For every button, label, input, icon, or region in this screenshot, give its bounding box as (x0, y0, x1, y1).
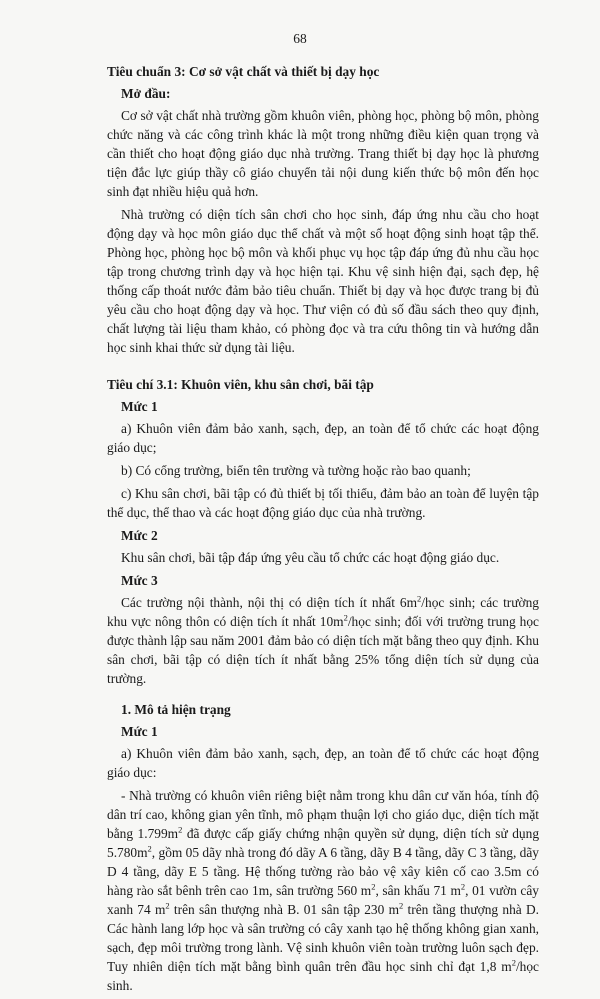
level-3-text: Các trường nội thành, nội thị có diện tích ít nhất $6m^2$/học sinh; các trường khu vực nông thôn có diện tích ít nhất $10m^2$/học sinh; đối với trường trung học được thành lập sau năm 2001 đảm bảo có diện tích mặt bằng theo quy định. Khu sân chơi, bãi tập có diện tích ít nhất bằng 25% tổng diện tích sử dụng của trường. (107, 593, 539, 686)
current-state-description: - Nhà trường có khuôn viên riêng biệt nằm trong khu dân cư văn hóa, tính độ dân trí cao, không gian yên tĩnh, mô phạm thuận lợi cho giáo dục, diện tích mặt bằng $1.799m^2$ đã được cấp giấy chứng nhận quyền sử dụng, diện tích sử dụng $5.780m^2$, gồm 05 dãy nhà trong đó dãy A 6 tầng, dãy B 4 tầng, dãy C 3 tầng, dãy D 4 tầng, dãy E 5 tầng. Hệ thống tường rào bảo vệ xây kiên cố cao 3.5m có hàng rào sắt bênh trên cao 1m, sân trường 560 $m^2$, sân khấu 71 $m^2$, 01 vườn cây xanh 74 $m^2$ trên sân thượng nhà B. 01 sân tập 230 $m^2$ trên tầng thượng nhà D. Các hành lang lớp học và sân trường có cây xanh tạo hệ thống không gian xanh, sạch, đẹp môi trường trong lành. Vệ sinh khuôn viên toàn trường luôn sạch đẹp. Tuy nhiên diện tích mặt bằng bình quân trên đầu học sinh chỉ đạt 1,8 $m^2$/học sinh. (107, 788, 540, 993)
level-1-item-c: c) Khu sân chơi, bãi tập có đủ thiết bị tối thiểu, đảm bảo an toàn để luyện tập thể dục, thể thao và các hoạt động giáo dục của nhà trường. (107, 486, 539, 520)
criterion-title: Tiêu chí 3.1: Khuôn viên, khu sân chơi, bãi tập (107, 377, 374, 392)
level-2-heading: Mức 2 (121, 528, 158, 543)
intro-paragraph-1: Cơ sở vật chất nhà trường gồm khuôn viên, phòng học, phòng bộ môn, phòng chức năng và các công trình khác là một trong những điều kiện quan trọng và cần thiết cho hoạt động giáo dục nhà trường. Trang thiết bị dạy học là phương tiện đắc lực giúp thầy cô giáo chuyển tải nội dung kiến thức bộ môn đến học sinh đạt nhiều hiệu quả hơn. (107, 108, 539, 199)
intro-heading: Mở đầu: (121, 86, 171, 101)
standard-title: Tiêu chuẩn 3: Cơ sở vật chất và thiết bị dạy học (107, 64, 380, 79)
level-2-text: Khu sân chơi, bãi tập đáp ứng yêu cầu tổ chức các hoạt động giáo dục. (121, 550, 500, 565)
page-content (107, 62, 539, 999)
section-1-level-1-heading: Mức 1 (121, 724, 158, 739)
section-1-item-a: a) Khuôn viên đảm bảo xanh, sạch, đẹp, an toàn để tổ chức các hoạt động giáo dục: (107, 746, 539, 780)
page-number: 68 (293, 31, 307, 46)
level-3-heading: Mức 3 (121, 573, 158, 588)
level-1-item-a: a) Khuôn viên đảm bảo xanh, sạch, đẹp, an toàn để tổ chức các hoạt động giáo dục; (107, 421, 539, 455)
level-1-heading: Mức 1 (121, 399, 158, 414)
section-1-title: 1. Mô tả hiện trạng (121, 702, 231, 717)
intro-paragraph-2: Nhà trường có diện tích sân chơi cho học sinh, đáp ứng nhu cầu cho hoạt động dạy và học môn giáo dục thể chất và một số hoạt động sinh hoạt tập thể. Phòng học, phòng học bộ môn và khối phục vụ học tập đáp ứng đủ nhu cầu học tập trong chương trình dạy và học hiện tại. Khu vệ sinh hiện đại, sạch đẹp, hệ thống cấp thoát nước đảm bảo tiêu chuẩn. Thiết bị dạy và học được trang bị đủ yêu cầu cho hoạt động dạy và học. Thư viện có đủ số đầu sách theo quy định, chất lượng tài liệu tham khảo, có phòng đọc và tra cứu thông tin và hướng dẫn học sinh khai thức sử dụng tài liệu. (107, 207, 539, 355)
level-1-item-b: b) Có cổng trường, biển tên trường và tường hoặc rào bao quanh; (121, 463, 471, 478)
